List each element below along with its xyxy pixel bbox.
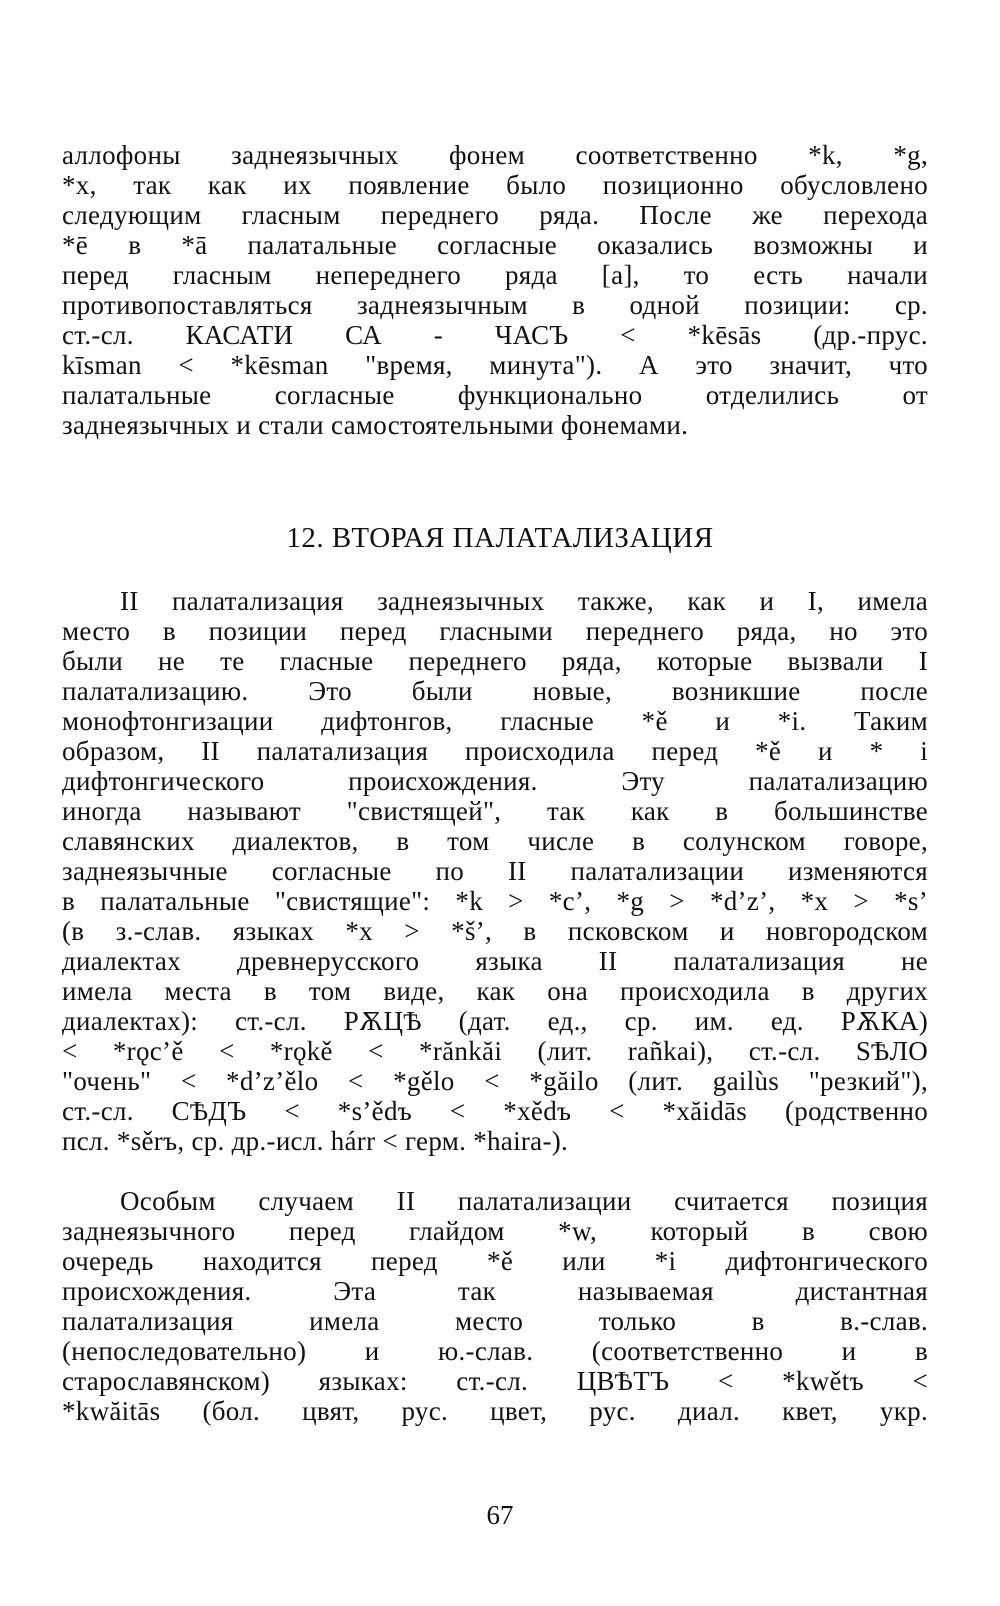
- text-line: палатализация имела место только в в.-слав.: [62, 1306, 928, 1336]
- text-line: II палатализация заднеязычных также, как и I, имела: [120, 586, 928, 616]
- text-line: очередь находится перед *ě или *i дифтонгического: [62, 1246, 928, 1276]
- paragraph-distant-palatalization: [62, 1186, 928, 1426]
- paragraph-second-palatalization: [62, 586, 928, 1156]
- text-line: аллофоны заднеязычных фонем соответственно *k, *g,: [62, 140, 928, 170]
- text-line: заднеязычных и стали самостоятельными фонемами.: [62, 410, 689, 440]
- text-line: "очень" < *d’z’ělo < *gělo < *găilo (лит. gailùs "резкий"),: [62, 1066, 928, 1096]
- text-line: *x, так как их появление было позиционно обусловлено: [62, 170, 928, 200]
- text-line: диалектах древнерусского языка II палатализация не: [62, 946, 928, 976]
- text-line: в палатальные "свистящие": *k > *c’, *g > *d’z’, *x > *s’: [62, 886, 928, 916]
- text-line: диалектах): ст.-сл. РѪЦѢ (дат. ед., ср. им. ед. РѪКА): [62, 1006, 928, 1036]
- text-line: заднеязычного перед глайдом *w, который в свою: [62, 1216, 928, 1246]
- text-line: образом, II палатализация происходила перед *ě и * i: [62, 736, 928, 766]
- text-line: были не те гласные переднего ряда, которые вызвали I: [62, 646, 928, 676]
- page-number: 67: [486, 1500, 514, 1530]
- text-line: следующим гласным переднего ряда. После же перехода: [62, 200, 928, 230]
- text-line: < *rǫc’ě < *rǫkě < *rănkăi (лит. rañkai), ст.-сл. ЅѢЛО: [62, 1036, 928, 1066]
- text-line: противопоставляться заднеязычным в одной позиции: ср.: [62, 290, 928, 320]
- text-line: псл. *sěrъ, ср. др.-исл. hárr < герм. *haira-).: [62, 1126, 569, 1156]
- text-line: монофтонгизации дифтонгов, гласные *ě и *i. Таким: [62, 706, 928, 736]
- text-line: (непоследовательно) и ю.-слав. (соответственно и в: [62, 1336, 928, 1366]
- paragraph-continued: [62, 140, 928, 440]
- text-line: ст.-сл. СѢДЪ < *s’ědъ < *xědъ < *xăidās (родственно: [62, 1096, 928, 1126]
- text-line: (в з.-слав. языках *x > *š’, в псковском и новгородском: [62, 916, 928, 946]
- text-line: Особым случаем II палатализации считается позиция: [120, 1186, 928, 1216]
- text-line: перед гласным непереднего ряда [a], то есть начали: [62, 260, 928, 290]
- text-line: заднеязычные согласные по II палатализации изменяются: [62, 856, 928, 886]
- text-line: славянских диалектов, в том числе в солунском говоре,: [62, 826, 928, 856]
- text-line: место в позиции перед гласными переднего ряда, но это: [62, 616, 928, 646]
- text-line: иногда называют "свистящей", так как в большинстве: [62, 796, 928, 826]
- text-line: ст.-сл. КАСАТИ СА - ЧАСЪ < *kēsās (др.-прус.: [62, 320, 928, 350]
- text-line: kīsman < *kēsman "время, минута"). А это значит, что: [62, 350, 928, 380]
- text-line: происхождения. Эта так называемая дистантная: [62, 1276, 928, 1306]
- text-line: дифтонгического происхождения. Эту палатализацию: [62, 766, 928, 796]
- text-line: имела места в том виде, как она происходила в других: [62, 976, 928, 1006]
- section-heading: 12. ВТОРАЯ ПАЛАТАЛИЗАЦИЯ: [286, 522, 714, 554]
- text-line: палатальные согласные функционально отделились от: [62, 380, 928, 410]
- text-line: старославянском) языках: ст.-сл. ЦВѢТЪ < *kwětъ <: [62, 1366, 928, 1396]
- text-line: *ē в *ā палатальные согласные оказались возможны и: [62, 230, 928, 260]
- text-line: палатализацию. Это были новые, возникшие после: [62, 676, 928, 706]
- text-line: *kwăitās (бол. цвят, рус. цвет, рус. диал. квет, укр.: [62, 1396, 928, 1426]
